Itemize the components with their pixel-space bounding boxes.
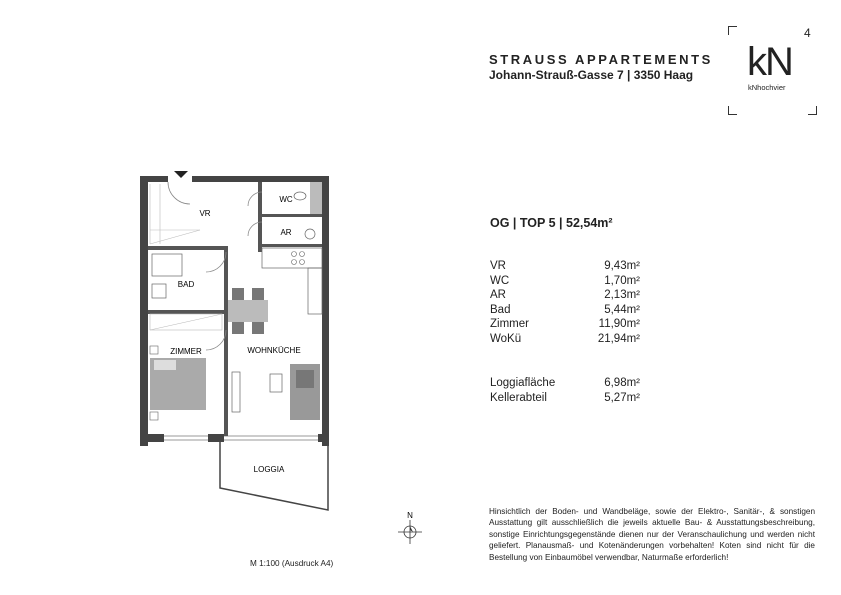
scale-note: M 1:100 (Ausdruck A4) bbox=[250, 559, 334, 568]
disclaimer-text: Hinsichtlich der Boden- und Wandbeläge, sowie der Elektro-, Sanitär-, & sonstigen Ausstattung gilt ausschließlich die jeweils aktuelle Bau- & Ausstattungsbeschreibung, sonstige Einrichtungsgegenstände dienen nur der Veranschaulichung und werden nicht geliefert. Planausmaß- und Kotenänderungen vorbehalten! Koten sind nicht für die Bestellung von Einbaumöbel verwendbar, Naturmaße erforderlich! bbox=[489, 507, 815, 562]
loggia-outline bbox=[220, 442, 328, 510]
label-wohnkueche: WOHNKÜCHE bbox=[247, 346, 301, 355]
label-bad: BAD bbox=[177, 280, 195, 289]
label-ar: AR bbox=[280, 228, 292, 237]
project-address: Johann-Strauß-Gasse 7 | 3350 Haag bbox=[489, 68, 694, 82]
floor-plan bbox=[136, 168, 413, 568]
shower-icon bbox=[152, 254, 182, 276]
chair bbox=[252, 288, 264, 300]
unit-title: OG | TOP 5 | 52,54m² bbox=[490, 216, 613, 230]
north-label: N bbox=[407, 511, 413, 520]
washer-icon bbox=[305, 229, 315, 239]
logo-mark: kN bbox=[747, 40, 792, 84]
extra-row: Kellerabteil 5,27m² bbox=[490, 391, 640, 404]
label-loggia: LOGGIA bbox=[253, 465, 285, 474]
room-row: Zimmer 11,90m² bbox=[490, 318, 640, 330]
stair-hatch bbox=[150, 184, 200, 244]
sink-icon bbox=[152, 284, 166, 298]
label-zimmer: ZIMMER bbox=[170, 347, 202, 356]
label-vr: VR bbox=[199, 209, 211, 218]
wall-top-left bbox=[140, 176, 168, 182]
wall-right bbox=[322, 176, 329, 446]
toilet-icon bbox=[294, 192, 306, 200]
label-wc: WC bbox=[279, 195, 293, 204]
extra-area-table bbox=[490, 376, 640, 405]
wall-bottom-mid bbox=[208, 434, 224, 442]
logo-company-name: kNhochvier bbox=[748, 83, 786, 92]
room-area-table bbox=[490, 259, 640, 346]
entrance-arrow-icon bbox=[174, 171, 188, 178]
room-row: WoKü 21,94m² bbox=[490, 332, 640, 345]
wall-bottom-right bbox=[318, 434, 329, 442]
north-arrow-icon bbox=[398, 511, 422, 544]
chair bbox=[232, 322, 244, 334]
wall-bottom-left bbox=[140, 434, 164, 442]
kitchen-counter bbox=[262, 248, 322, 268]
room-row: AR 2,13m² bbox=[490, 289, 640, 301]
project-name: STRAUSS APPARTEMENTS bbox=[489, 52, 713, 67]
room-row: Bad 5,44m² bbox=[490, 303, 640, 316]
extra-row: Loggiafläche 6,98m² bbox=[490, 377, 640, 389]
company-logo bbox=[728, 26, 816, 114]
wall-top-right bbox=[192, 176, 329, 182]
logo-number: 4 bbox=[804, 26, 811, 40]
chair bbox=[232, 288, 244, 300]
wall-left bbox=[140, 176, 148, 446]
wc-cistern bbox=[310, 182, 322, 214]
room-row: VR 9,43m² bbox=[490, 260, 640, 272]
dining-table bbox=[228, 300, 268, 322]
chair bbox=[252, 322, 264, 334]
room-row: WC 1,70m² bbox=[490, 274, 640, 287]
